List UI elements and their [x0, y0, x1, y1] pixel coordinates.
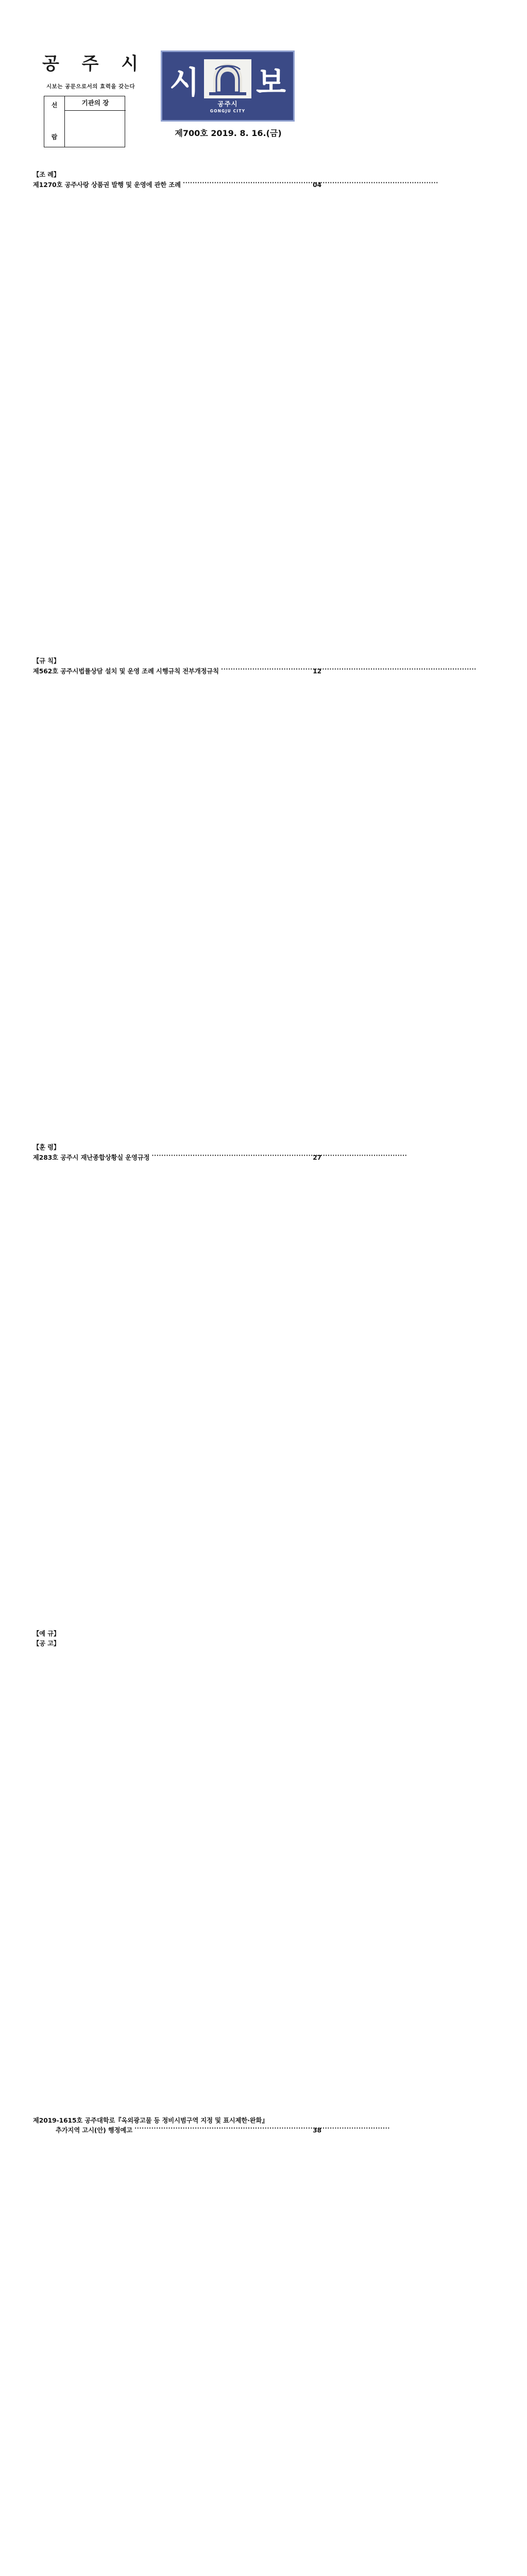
city-title: 공 주 시 — [42, 54, 147, 74]
toc-entry[interactable] — [33, 180, 321, 655]
toc-entry-leader — [134, 2126, 304, 2132]
toc-entry-label: 제562호 공주시법률상담 설치 및 운영 조례 시행규칙 전부개정규칙 — [33, 667, 219, 675]
delivery-box — [44, 96, 125, 147]
toc-entry-continuation[interactable] — [33, 2125, 321, 2576]
toc-entry-label: 제2019-1615호 공주대학로『옥외광고물 등 정비시범구역 지정 및 표시제한·완화』 — [33, 2116, 268, 2124]
toc-entry-page — [306, 1649, 321, 2123]
masthead — [0, 45, 354, 159]
issue-number-date: 제700호 2019. 8. 16.(금) — [175, 128, 282, 138]
toc-section-heading: 【규 칙】 — [33, 657, 60, 665]
toc-entry-page: 04 — [313, 181, 321, 189]
toc-section-heading: 【공 고】 — [33, 1640, 60, 1647]
delivery-box-left-column — [44, 96, 65, 147]
emblem-name-en: GONGJU CITY — [210, 109, 246, 113]
toc-entry-leader — [151, 1154, 304, 1160]
toc-entry[interactable] — [33, 1153, 321, 1628]
sibo-logo-block — [161, 50, 295, 122]
toc-entry[interactable] — [33, 1649, 321, 2125]
toc-section-heading: 【훈 령】 — [33, 1144, 60, 1151]
emblem-name-kr: 공주시 — [217, 100, 238, 108]
toc-entry-leader — [183, 181, 304, 187]
toc-entry-page: 38 — [313, 2127, 321, 2134]
toc-entry-label: 추가지역 고시(안) 행정예고 — [56, 2127, 132, 2134]
toc-entry-label: 제283호 공주시 재난종합상황실 운영규정 — [33, 1154, 150, 1161]
gongju-city-emblem — [202, 59, 253, 115]
toc-entry[interactable] — [33, 666, 321, 1142]
tagline: 시보는 공문으로서의 효력을 갖는다 — [46, 83, 135, 90]
toc-section-heading: 【예 규】 — [33, 1630, 60, 1637]
toc-entry-page: 12 — [313, 667, 321, 675]
sibo-right-char: 보 — [256, 65, 286, 101]
table-of-contents — [33, 169, 321, 2576]
toc-entry-label: 제1270호 공주사랑 상품권 발행 및 운영에 관한 조례 — [33, 181, 181, 189]
delivery-box-char-2: 람 — [51, 133, 58, 141]
toc-section-heading: 【조 례】 — [33, 171, 60, 178]
toc-entry-leader — [221, 667, 304, 673]
sibo-left-char: 시 — [169, 65, 199, 101]
delivery-box-header: 기관의 장 — [65, 96, 126, 111]
toc-entry-leader — [270, 2116, 304, 2123]
delivery-box-char-1: 선 — [51, 101, 58, 109]
toc-entry-page: 27 — [313, 1154, 321, 1161]
emblem-arch-icon — [204, 59, 251, 98]
